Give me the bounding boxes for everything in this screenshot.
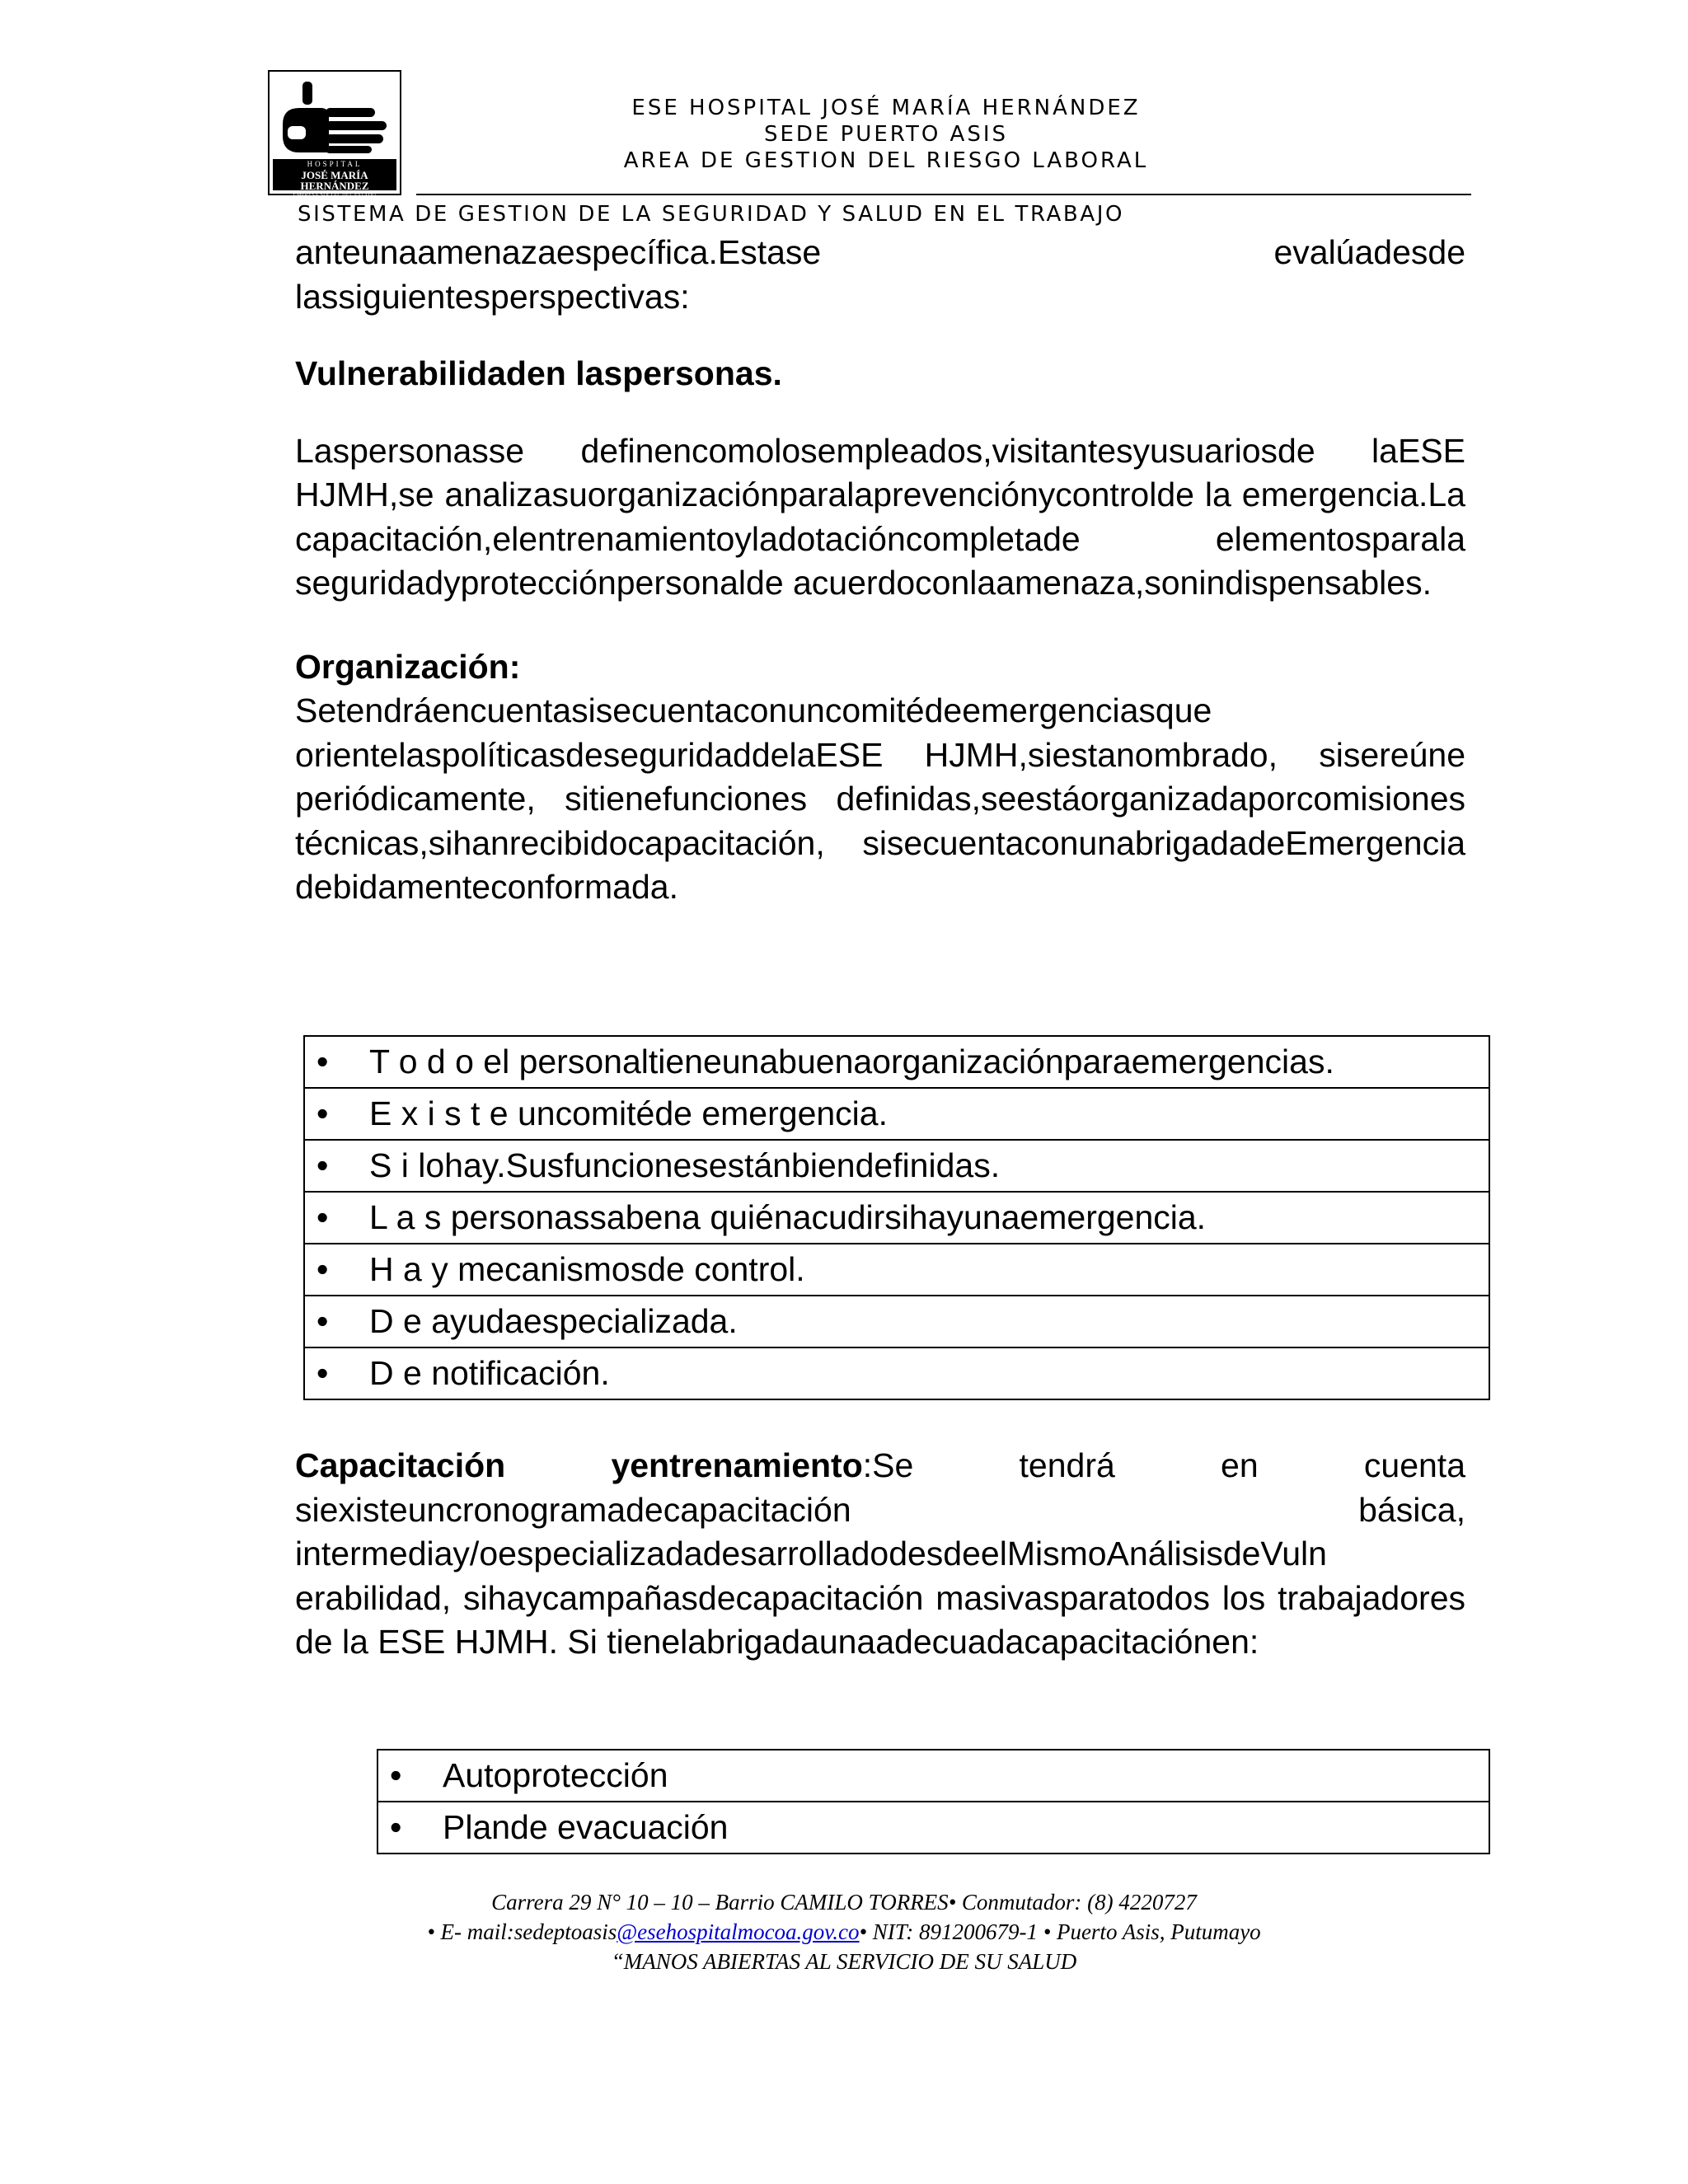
section-heading-training: Capacitación yentrenamiento — [295, 1446, 863, 1484]
bullet-icon: • — [316, 1354, 329, 1392]
footer-nit: NIT: 891200679-1 — [866, 1919, 1043, 1944]
footer-address: Carrera 29 N° 10 – 10 – Barrio CAMILO TORRES — [491, 1890, 949, 1915]
list-item: L a s personassabena quiénacudirsihayunaemergencia. — [369, 1198, 1207, 1236]
organization-checklist — [303, 1035, 1490, 1400]
training-section — [295, 1444, 1465, 1665]
section-body-training — [295, 1444, 1465, 1665]
table-row — [304, 1244, 1489, 1296]
list-item: T o d o el personaltieneunabuenaorganizaciónparaemergencias. — [369, 1043, 1334, 1080]
intro-line-2: lassiguientesperspectivas: — [295, 277, 690, 316]
section-heading-people: Vulnerabilidaden laspersonas. — [295, 354, 782, 392]
hospital-logo — [268, 70, 401, 198]
header-system-title: SISTEMA DE GESTION DE LA SEGURIDAD Y SALUD EN EL TRABAJO — [298, 202, 1125, 227]
list-item: Plande evacuación — [443, 1808, 729, 1846]
bullet-icon: • — [1043, 1919, 1052, 1944]
table-row — [377, 1750, 1489, 1802]
bullet-icon: • — [316, 1094, 329, 1132]
bullet-icon: • — [316, 1043, 329, 1080]
table-row — [304, 1192, 1489, 1244]
list-item: Autoprotección — [443, 1756, 668, 1794]
header-line-hospital: ESE HOSPITAL JOSÉ MARÍA HERNÁNDEZ — [631, 96, 1141, 120]
bullet-icon: • — [316, 1146, 329, 1184]
section-heading-organization: Organización: — [295, 647, 521, 686]
table-row — [377, 1802, 1489, 1854]
header-divider — [416, 194, 1471, 195]
document-body — [295, 231, 1465, 910]
footer-phone: Conmutador: (8) 4220727 — [956, 1890, 1197, 1915]
list-item: D e ayudaespecializada. — [369, 1302, 738, 1340]
footer-email-label: E- mail:sedeptoasis — [434, 1919, 617, 1944]
footer-line-contact — [0, 1917, 1688, 1947]
letterhead — [268, 70, 1475, 235]
section-body-organization: Setendráencuentasisecuentaconuncomitédeemergenciasque orientelaspolíticasdeseguridaddelaESE HJMH,siestanombrado, sisereúne periódicamente, sitienefunciones definidas,seestáorganizadaporcomisiones técnicas,sihanrecibidocapacitación, sisecuentaconunabrigadadeEmergencia debidamenteconformada. — [295, 691, 1465, 906]
logo-wordmark — [273, 159, 396, 198]
bullet-icon: • — [316, 1250, 329, 1288]
footer-motto: “MANOS ABIERTAS AL SERVICIO DE SU SALUD — [611, 1949, 1077, 1974]
logo-line-name: JOSÉ MARÍA HERNÁNDEZ — [300, 169, 369, 192]
training-text: :Se tendrá en cuenta siexisteuncronogramadecapacitación básica, intermediay/oespecializadadesarrolladodesdeelMismoAnálisisdeVuln erabilidad, sihaycampañasdecapacitación masivasparatodos los trabajadores de la ESE HJMH. Si tienelabrigadaunaadecuadacapacitaciónen: — [295, 1446, 1465, 1661]
bullet-icon: • — [316, 1302, 329, 1340]
bullet-icon: • — [427, 1919, 435, 1944]
open-hand-icon — [274, 77, 395, 159]
table-row — [304, 1036, 1489, 1088]
footer-line-address — [0, 1887, 1688, 1917]
list-item: S i lohay.Susfuncionesestánbiendefinidas. — [369, 1146, 1001, 1184]
bullet-icon: • — [390, 1808, 402, 1846]
header-line-area: AREA DE GESTION DEL RIESGO LABORAL — [623, 148, 1149, 173]
table-row — [304, 1296, 1489, 1347]
bullet-icon: • — [948, 1890, 957, 1915]
table-row — [304, 1140, 1489, 1192]
footer-city: Puerto Asis, Putumayo — [1051, 1919, 1261, 1944]
logo-line-hospital: HOSPITAL — [307, 160, 363, 168]
training-checklist — [377, 1749, 1490, 1854]
list-item: D e notificación. — [369, 1354, 610, 1392]
bullet-icon: • — [390, 1756, 402, 1794]
logo-line-entity: EMPRESA SOCIAL DEL ESTADO — [293, 193, 377, 198]
table-row — [304, 1088, 1489, 1140]
organization-name — [515, 95, 1257, 174]
footer-email-link[interactable]: @esehospitalmocoa.gov.co — [617, 1919, 860, 1944]
bullet-icon: • — [859, 1919, 867, 1944]
list-item: H a y mecanismosde control. — [369, 1250, 805, 1288]
list-item: E x i s t e uncomitéde emergencia. — [369, 1094, 888, 1132]
header-line-site: SEDE PUERTO ASIS — [763, 122, 1009, 147]
page-footer — [0, 1887, 1688, 1976]
intro-line-1: anteunaamenazaespecífica.Estase evalúadesde — [295, 233, 1465, 271]
bullet-icon: • — [316, 1198, 329, 1236]
table-row — [304, 1347, 1489, 1399]
section-body-people: Laspersonasse definencomolosempleados,visitantesyusuariosde laESE HJMH,se analizasuorganizaciónparalaprevenciónycontrolde la emergencia.La capacitación,elentrenamientoyladotacióncompletade elementosparala seguridadyprotecciónpersonalde acuerdoconlaamenaza,sonindispensables. — [295, 431, 1465, 602]
